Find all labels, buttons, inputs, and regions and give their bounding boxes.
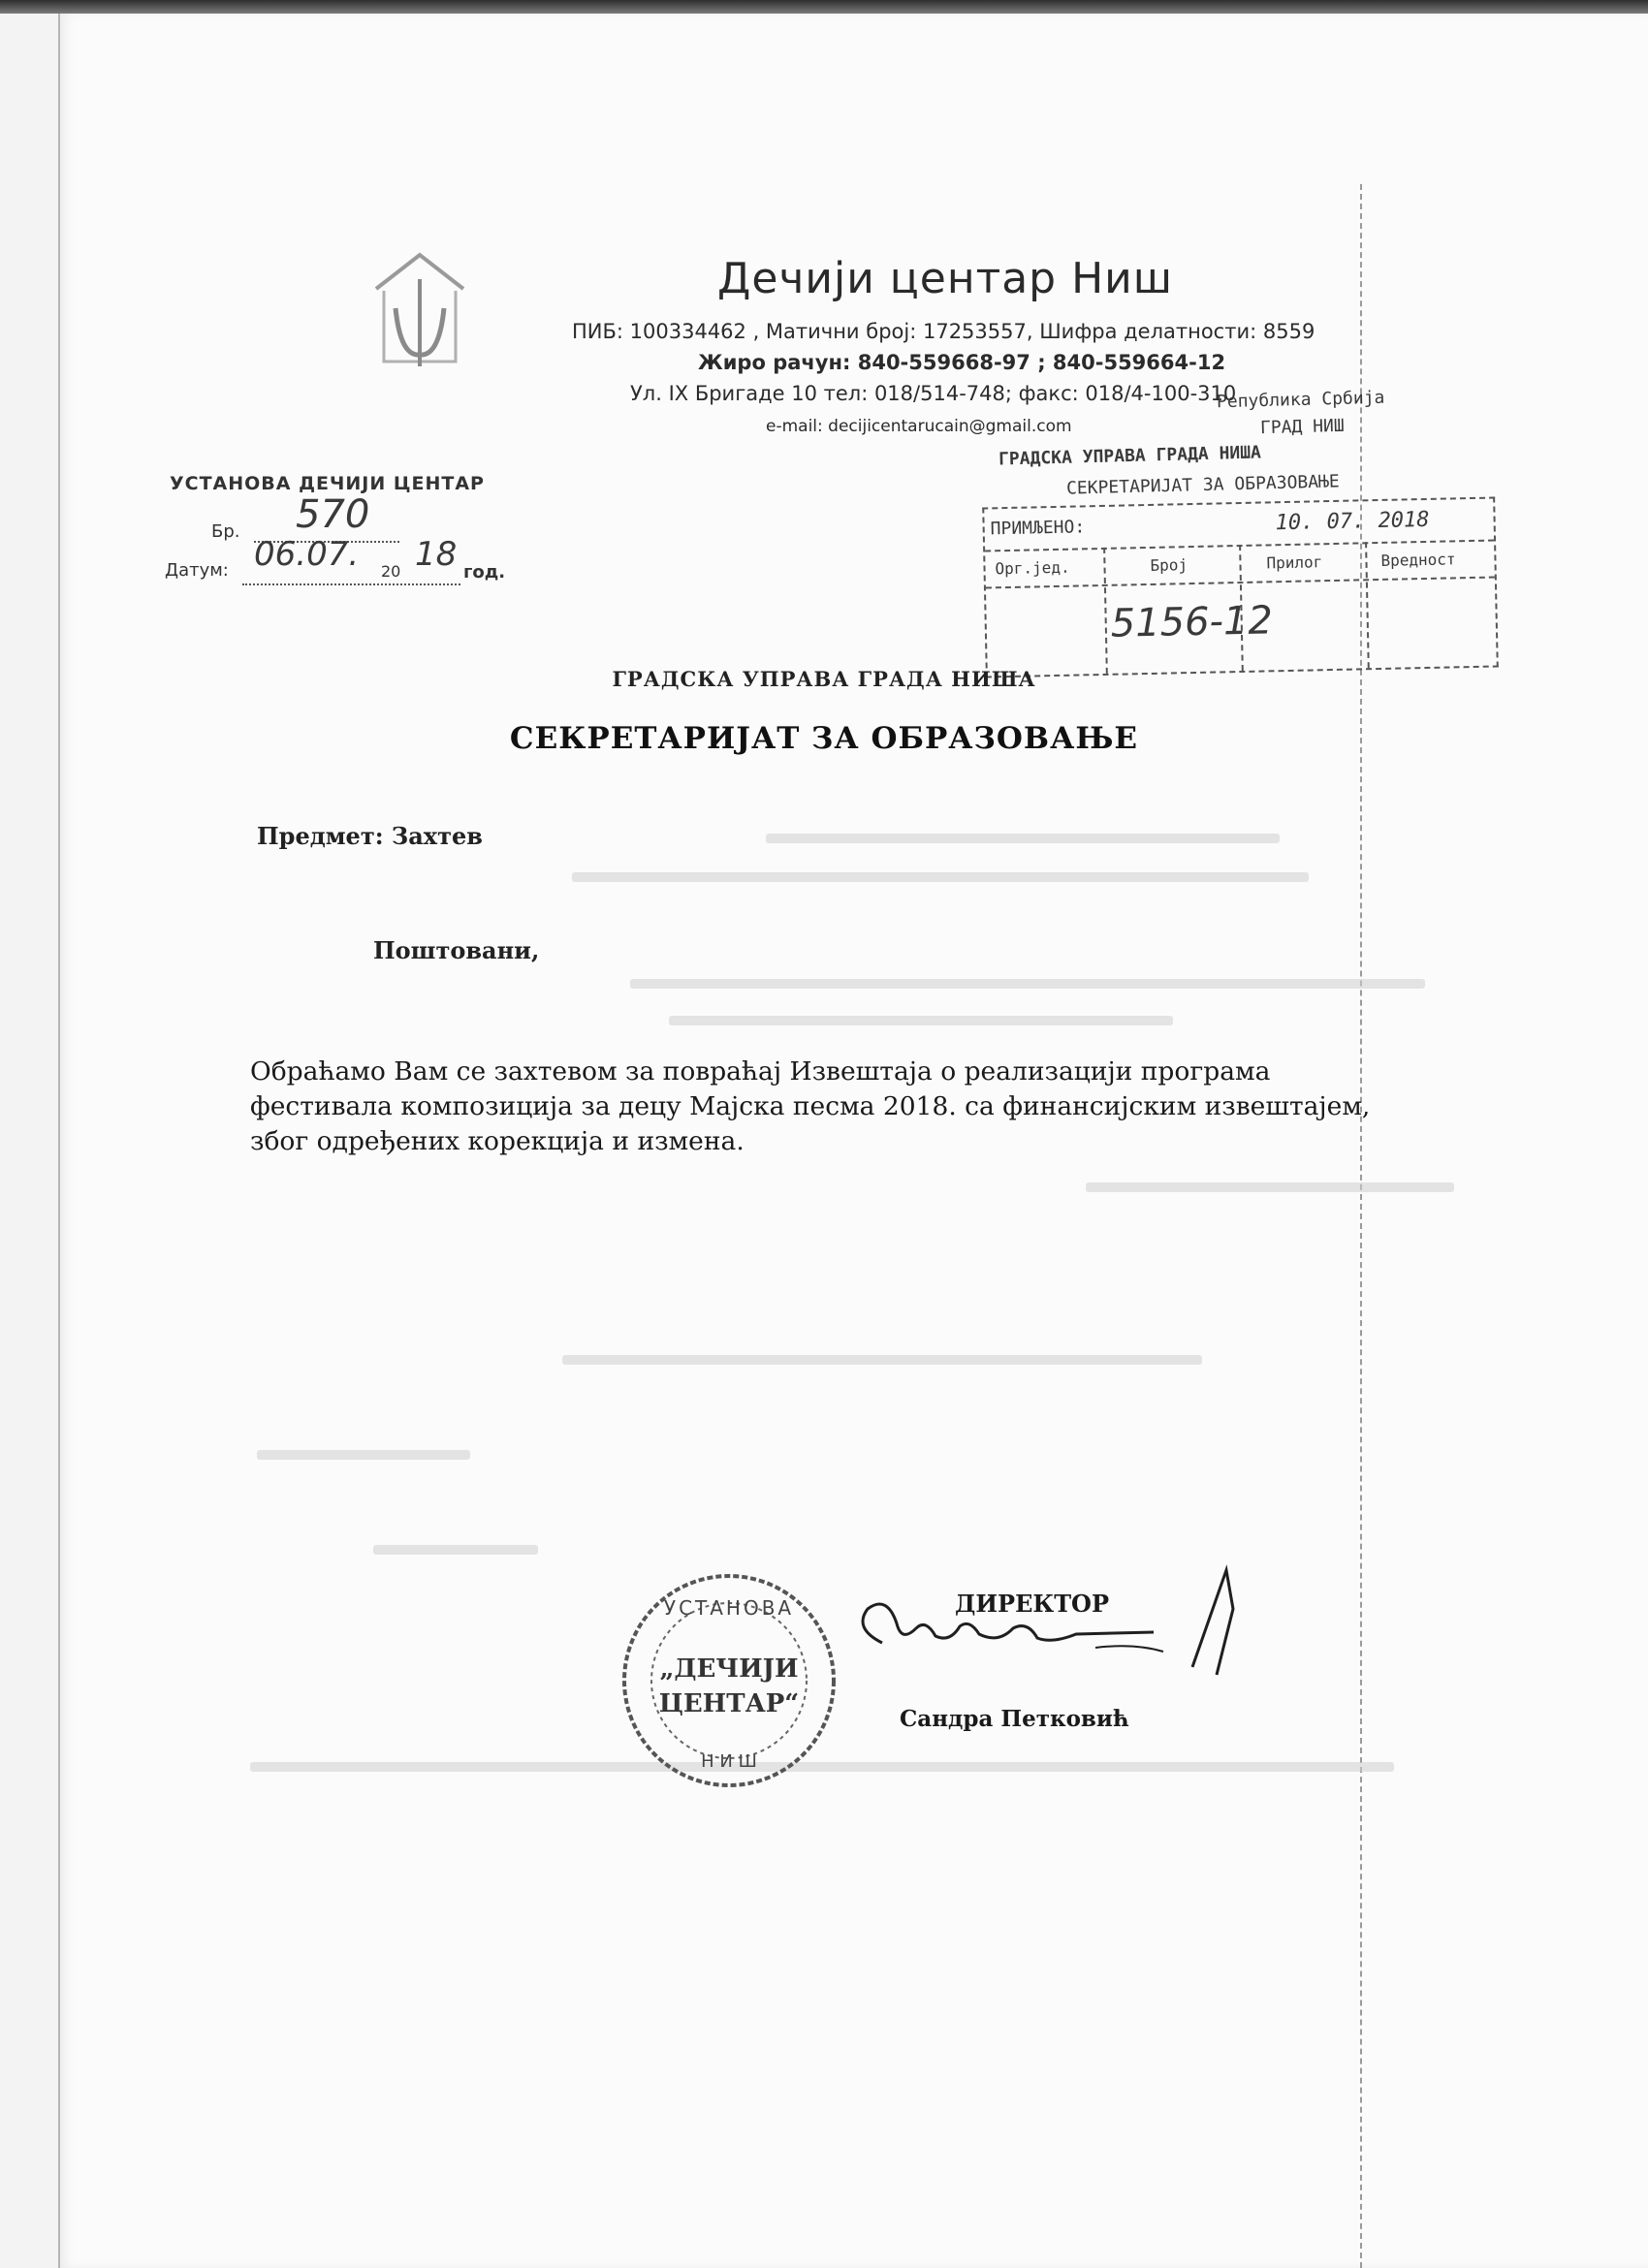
registry-date-suffix: год. [463, 562, 506, 583]
stamp-line-1: Република Србија [1216, 387, 1385, 413]
stamp-reg-number: 5156-12 [1110, 598, 1274, 646]
scan-top-edge [0, 0, 1648, 14]
subject: Предмет: Захтев [257, 822, 483, 850]
registry-date-mid: 20 [381, 562, 401, 581]
stamp-col-number: Број [1150, 555, 1188, 575]
body-paragraph: Обраћамо Вам се захтевом за повраћај Извештаја о реализацији програма фестивала композиција за децу Мајска песма 2018. са финансијским извештајем, због одређених корекција и измена. [250, 1056, 1371, 1156]
bleed-through [669, 1016, 1173, 1025]
registry-number-value: 570 [296, 492, 370, 537]
handwritten-signature [843, 1551, 1251, 1696]
signer-name: Сандра Петковић [900, 1706, 1129, 1732]
letterhead-email: e-mail: decijicentarucain@gmail.com [766, 417, 1072, 436]
bleed-through [1086, 1182, 1454, 1192]
registry-title: УСТАНОВА ДЕЧИЈИ ЦЕНТАР [170, 473, 485, 494]
fold-line [1360, 184, 1362, 2268]
registry-date-year: 18 [415, 535, 458, 574]
recipient-line-1: ГРАДСКА УПРАВА ГРАДА НИША [612, 667, 1036, 691]
letterhead-address: Ул. IX Бригаде 10 тел: 018/514-748; факс: 018/4-100-310 [630, 382, 1237, 405]
letterhead-bank-accounts: Жиро рачун: 840-559668-97 ; 840-559664-12 [698, 351, 1226, 374]
bleed-through [766, 834, 1280, 843]
bleed-through [630, 979, 1425, 989]
bleed-through [373, 1545, 538, 1555]
stamp-received-label: ПРИМЉЕНО: [990, 517, 1086, 540]
stamp-line-3: ГРАДСКА УПРАВА ГРАДА НИША [998, 442, 1262, 470]
signature-title: ДИРЕКТОР [955, 1590, 1109, 1618]
bleed-through [562, 1355, 1202, 1365]
bleed-through [572, 872, 1309, 882]
stamp-col-divider [1103, 548, 1108, 674]
registry-date-label: Датум: [165, 560, 229, 581]
registry-date-line [242, 583, 460, 585]
stamp-received-date: 10. 07. 2018 [1275, 507, 1430, 536]
org-name: Дечији центар Ниш [716, 254, 1174, 303]
stamp-line-2: ГРАД НИШ [1259, 415, 1345, 439]
stamp-line-4: СЕКРЕТАРИЈАТ ЗА ОБРАЗОВАЊЕ [1065, 471, 1340, 499]
registry-number-label: Бр. [211, 521, 240, 542]
stamp-col-divider [1365, 542, 1370, 668]
greeting: Поштовани, [373, 936, 540, 964]
seal-middle-1: „ДЕЧИЈИ [659, 1654, 799, 1684]
round-seal [617, 1568, 841, 1793]
stamp-col-org-unit: Орг.јед. [995, 557, 1070, 579]
stamp-col-attachment: Прилог [1266, 552, 1323, 573]
bleed-through [257, 1450, 470, 1460]
stamp-col-value: Вредност [1380, 550, 1456, 570]
seal-middle-2: ЦЕНТАР“ [658, 1689, 800, 1718]
seal-top-text: УСТАНОВА [663, 1596, 795, 1620]
recipient-line-2: СЕКРЕТАРИЈАТ ЗА ОБРАЗОВАЊЕ [509, 721, 1139, 756]
letterhead-ids: ПИБ: 100334462 , Матични број: 17253557, Шифра делатности: 8559 [572, 320, 1315, 343]
received-stamp [982, 496, 1499, 677]
registry-date-value: 06.07. [254, 535, 360, 574]
seal-bottom-text: Н И Ш [701, 1751, 757, 1772]
